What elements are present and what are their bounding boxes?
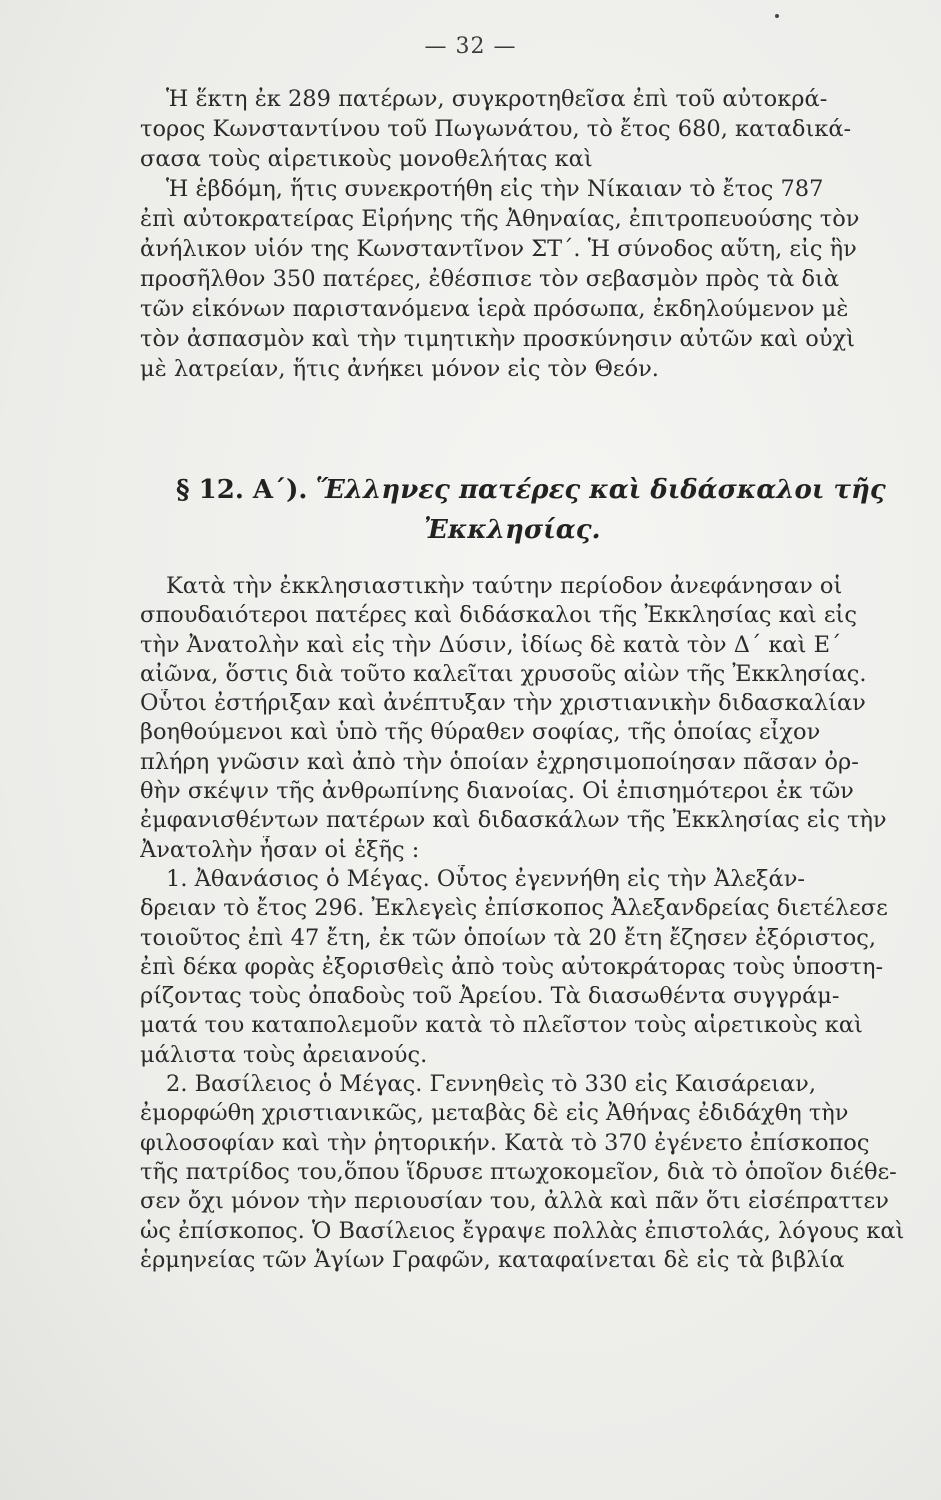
heading-line-2 — [176, 510, 876, 550]
text-line: Ἀνατολὴν ἦσαν οἱ ἑξῆς : — [140, 836, 420, 863]
text-line: βοηθούμενοι καὶ ὑπὸ τῆς θύραθεν σοφίας, τῆς ὁποίας εἶχον — [140, 719, 821, 746]
list-item-athanasius: 1. Ἀθανάσιος ὁ Μέγας. Οὗτος ἐγεννήθη εἰς τὴν Ἀλεξάν- — [166, 865, 805, 892]
text-line: αἰῶνα, ὅστις διὰ τοῦτο καλεῖται χρυσοῦς αἰὼν τῆς Ἐκκλησίας. — [140, 660, 867, 687]
text-line: σπουδαιότεροι πατέρες καὶ διδάσκαλοι τῆς Ἐκκλησίας καὶ εἰς — [140, 602, 857, 629]
text-line: ἐπὶ αὐτοκρατείρας Εἰρήνης τῆς Ἀθηναίας, ἐπιτροπευούσης τὸν — [140, 206, 860, 232]
text-line: ὡς ἐπίσκοπος. Ὁ Βασίλειος ἔγραψε πολλὰς ἐπιστολάς, λόγους καὶ — [140, 1217, 905, 1244]
paragraph-fathers — [140, 572, 905, 1275]
text-line: τῆς πατρίδος του,ὅπου ἵδρυσε πτωχοκομεῖον, διὰ τὸ ὁποῖον διέθε- — [140, 1158, 897, 1185]
text-line: ἐμορφώθη χριστιανικῶς, μεταβὰς δὲ εἰς Ἀθήνας ἐδιδάχθη τὴν — [140, 1100, 849, 1127]
text-line: τὴν Ἀνατολὴν καὶ εἰς τὴν Δύσιν, ἰδίως δὲ κατὰ τὸν Δ΄ καὶ Ε΄ — [140, 631, 842, 658]
text-line: ἑρμηνείας τῶν Ἁγίων Γραφῶν, καταφαίνεται δὲ εἰς τὰ βιβλία — [140, 1246, 845, 1273]
text-line: ματά του καταπολεμοῦν κατὰ τὸ πλεῖστον τοὺς αἱρετικοὺς καὶ — [140, 1012, 863, 1039]
text-line: σεν ὄχι μόνον τὴν περιουσίαν του, ἀλλὰ καὶ πᾶν ὅτι εἰσέπραττεν — [140, 1188, 889, 1215]
section-heading — [176, 470, 886, 550]
text-line: Ἡ ἕκτη ἐκ 289 πατέρων, συγκροτηθεῖσα ἐπὶ τοῦ αὐτοκρά- — [166, 86, 828, 112]
text-line: θὴν σκέψιν τῆς ἀνθρωπίνης διανοίας. Οἱ ἐπισημότεροι ἐκ τῶν — [140, 778, 854, 805]
text-line: μὲ λατρείαν, ἥτις ἀνήκει μόνον εἰς τὸν Θεόν. — [140, 356, 659, 382]
section-title-cont: Ἐκκλησίας. — [424, 515, 601, 545]
text-line: ἐμφανισθέντων πατέρων καὶ διδασκάλων τῆς Ἐκκλησίας εἰς τὴν — [140, 807, 887, 834]
heading-line-1 — [176, 470, 886, 510]
text-line: ἀνήλικον υἱόν της Κωνσταντῖνον ΣΤ΄. Ἡ σύνοδος αὕτη, εἰς ἣν — [140, 236, 857, 262]
text-line: τοιοῦτος ἐπὶ 47 ἔτη, ἐκ τῶν ὁποίων τὰ 20 ἔτη ἔζησεν ἐξόριστος, — [140, 924, 876, 951]
text-line: τορος Κωνσταντίνου τοῦ Πωγωνάτου, τὸ ἔτος 680, καταδικά- — [140, 116, 852, 142]
text-line: φιλοσοφίαν καὶ τὴν ῥητορικήν. Κατὰ τὸ 370 ἐγένετο ἐπίσκοπος — [140, 1129, 870, 1156]
paragraph-councils — [140, 84, 900, 384]
page-number: — 32 — — [424, 34, 517, 59]
text-line: τὸν ἀσπασμὸν καὶ τὴν τιμητικὴν προσκύνησιν αὐτῶν καὶ οὐχὶ — [140, 326, 855, 352]
text-line: Κατὰ τὴν ἐκκλησιαστικὴν ταύτην περίοδον ἀνεφάνησαν οἱ — [166, 573, 843, 599]
text-line: πλήρη γνῶσιν καὶ ἀπὸ τὴν ὁποίαν ἐχρησιμοποίησαν πᾶσαν ὀρ- — [140, 748, 859, 775]
text-line: δρειαν τὸ ἔτος 296. Ἐκλεγεὶς ἐπίσκοπος Ἀλεξανδρείας διετέλεσε — [140, 895, 888, 922]
text-line: τῶν εἰκόνων παριστανόμενα ἱερὰ πρόσωπα, ἐκδηλούμενον μὲ — [140, 296, 849, 322]
text-line: Ἡ ἑβδόμη, ἥτις συνεκροτήθη εἰς τὴν Νίκαιαν τὸ ἔτος 787 — [166, 176, 824, 202]
text-line: ἐπὶ δέκα φορὰς ἐξορισθεὶς ἀπὸ τοὺς αὐτοκράτορας τοὺς ὑποστη- — [140, 953, 884, 980]
ink-speck — [775, 14, 779, 18]
list-item-basil: 2. Βασίλειος ὁ Μέγας. Γεννηθεὶς τὸ 330 εἰς Καισάρειαν, — [166, 1071, 816, 1098]
text-line: προσῆλθον 350 πατέρες, ἐθέσπισε τὸν σεβασμὸν πρὸς τὰ διὰ — [140, 266, 840, 292]
section-title: Ἕλληνες πατέρες καὶ διδάσκαλοι τῆς — [315, 475, 886, 505]
text-line: ρίζοντας τοὺς ὀπαδοὺς τοῦ Ἀρείου. Τὰ διασωθέντα συγγράμ- — [140, 983, 840, 1010]
section-number: § 12. Α΄). — [176, 475, 308, 505]
text-line: σασα τοὺς αἱρετικοὺς μονοθελήτας καὶ — [140, 146, 593, 172]
text-line: Οὗτοι ἐστήριξαν καὶ ἀνέπτυξαν τὴν χριστιανικὴν διδασκαλίαν — [140, 690, 866, 717]
text-line: μάλιστα τοὺς ἀρειανούς. — [140, 1041, 428, 1068]
